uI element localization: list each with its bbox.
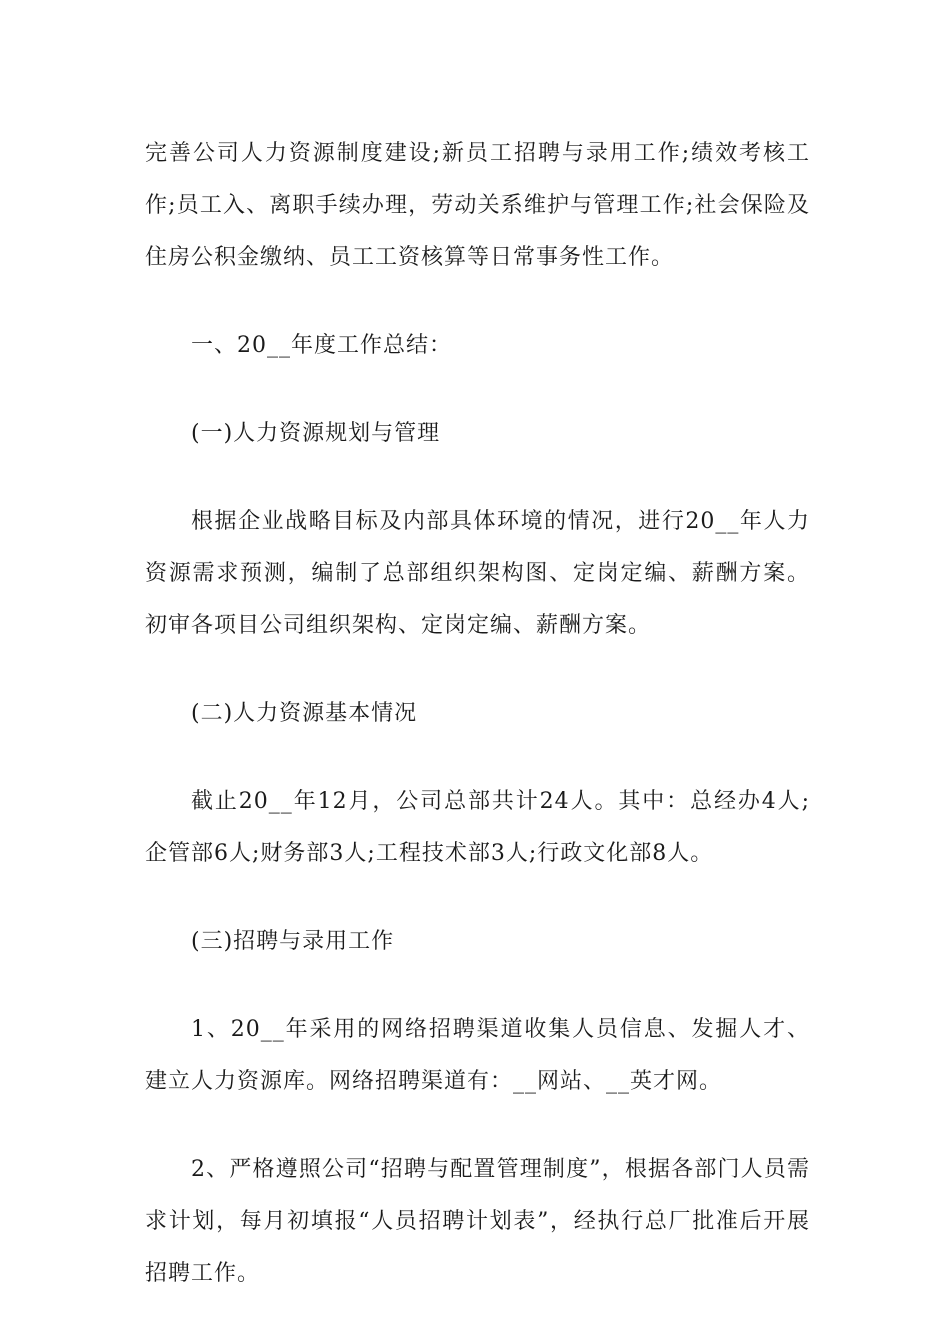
paragraph-hr-basic-info: 截止20__年12月，公司总部共计24人。其中：总经办4人;企管部6人;财务部3人;工程技术部3人;行政文化部8人。 — [145, 789, 810, 866]
paragraph-recruitment-item-2: 2、严格遵照公司“招聘与配置管理制度”，根据各部门人员需求计划，每月初填报“人员招聘计划表”，经执行总厂批准后开展招聘工作。 — [145, 1157, 810, 1286]
paragraph-recruitment-item-1: 1、20__年采用的网络招聘渠道收集人员信息、发掘人才、建立人力资源库。网络招聘渠道有：__网站、__英才网。 — [145, 1017, 810, 1094]
paragraph-hr-planning: 根据企业战略目标及内部具体环境的情况，进行20__年人力资源需求预测，编制了总部组织架构图、定岗定编、薪酬方案。初审各项目公司组织架构、定岗定编、薪酬方案。 — [145, 509, 810, 638]
paragraph-intro: 完善公司人力资源制度建设;新员工招聘与录用工作;绩效考核工作;员工入、离职手续办理，劳动关系维护与管理工作;社会保险及住房公积金缴纳、员工工资核算等日常事务性工作。 — [145, 141, 810, 270]
subheading-hr-planning: (一)人力资源规划与管理 — [191, 421, 441, 446]
subheading-hr-basic-info: (二)人力资源基本情况 — [191, 701, 418, 726]
subheading-recruitment: (三)招聘与录用工作 — [191, 929, 395, 954]
section-heading-annual-summary: 一、20__年度工作总结： — [191, 333, 452, 358]
document-body — [145, 128, 810, 1336]
